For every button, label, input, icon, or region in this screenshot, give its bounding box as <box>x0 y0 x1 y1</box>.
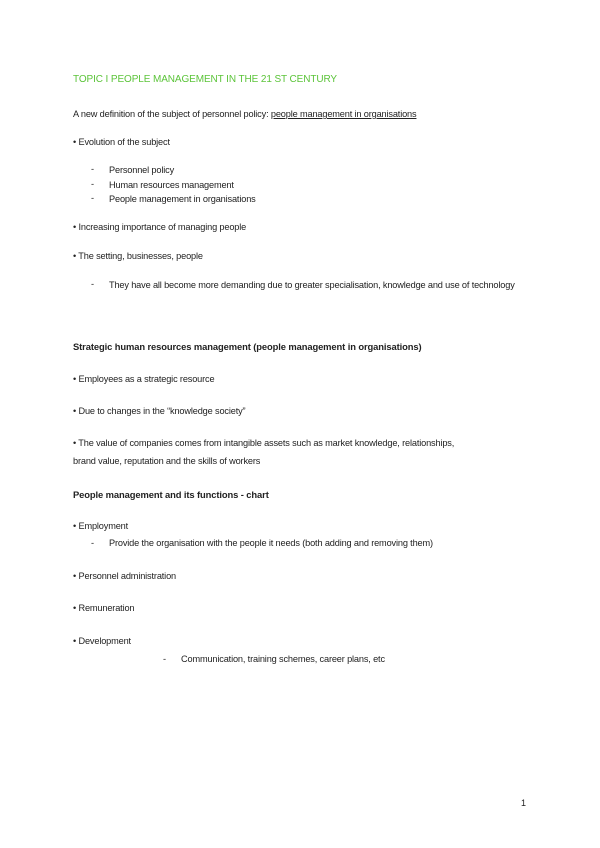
intro-text: A new definition of the subject of personnel policy: <box>73 109 271 119</box>
bullet-remuneration: • Remuneration <box>73 603 135 613</box>
dash-marker: - <box>91 179 95 189</box>
sub-item-personnel-policy: Personnel policy <box>109 165 175 175</box>
sub-item-people-management: People management in organisations <box>109 194 256 204</box>
intro-line <box>73 108 416 121</box>
bullet-development: • Development <box>73 636 131 646</box>
dash-marker: - <box>91 279 95 289</box>
sub-item-hr-management: Human resources management <box>109 180 234 190</box>
dash-marker: - <box>163 654 167 664</box>
dash-marker: - <box>91 164 95 174</box>
bullet-knowledge-society: • Due to changes in the “knowledge society” <box>73 406 246 416</box>
bullet-setting: • The setting, businesses, people <box>73 251 203 261</box>
sub-item-demanding: They have all become more demanding due to greater specialisation, knowledge and use of technology <box>109 280 515 290</box>
bullet-evolution: • Evolution of the subject <box>73 137 170 147</box>
bullet-importance: • Increasing importance of managing people <box>73 222 247 232</box>
bullet-strategic-resource: • Employees as a strategic resource <box>73 374 215 384</box>
dash-marker: - <box>91 193 95 203</box>
sub-item-communication: Communication, training schemes, career plans, etc <box>181 654 385 664</box>
sub-item-provide: Provide the organisation with the people it needs (both adding and removing them) <box>109 538 433 548</box>
bullet-employment: • Employment <box>73 521 129 531</box>
bullet-personnel-admin: • Personnel administration <box>73 571 176 581</box>
page-title: TOPIC I PEOPLE MANAGEMENT IN THE 21 ST CENTURY <box>73 74 337 85</box>
heading-functions: People management and its functions - chart <box>73 489 269 500</box>
bullet-value-line1: • The value of companies comes from intangible assets such as market knowledge, relationships, <box>73 438 455 448</box>
dash-marker: - <box>91 538 95 548</box>
heading-strategic-hrm: Strategic human resources management (people management in organisations) <box>73 341 422 352</box>
intro-link[interactable]: people management in organisations <box>270 109 417 119</box>
bullet-value-line2: brand value, reputation and the skills of workers <box>73 456 261 466</box>
page-number: 1 <box>521 798 527 808</box>
